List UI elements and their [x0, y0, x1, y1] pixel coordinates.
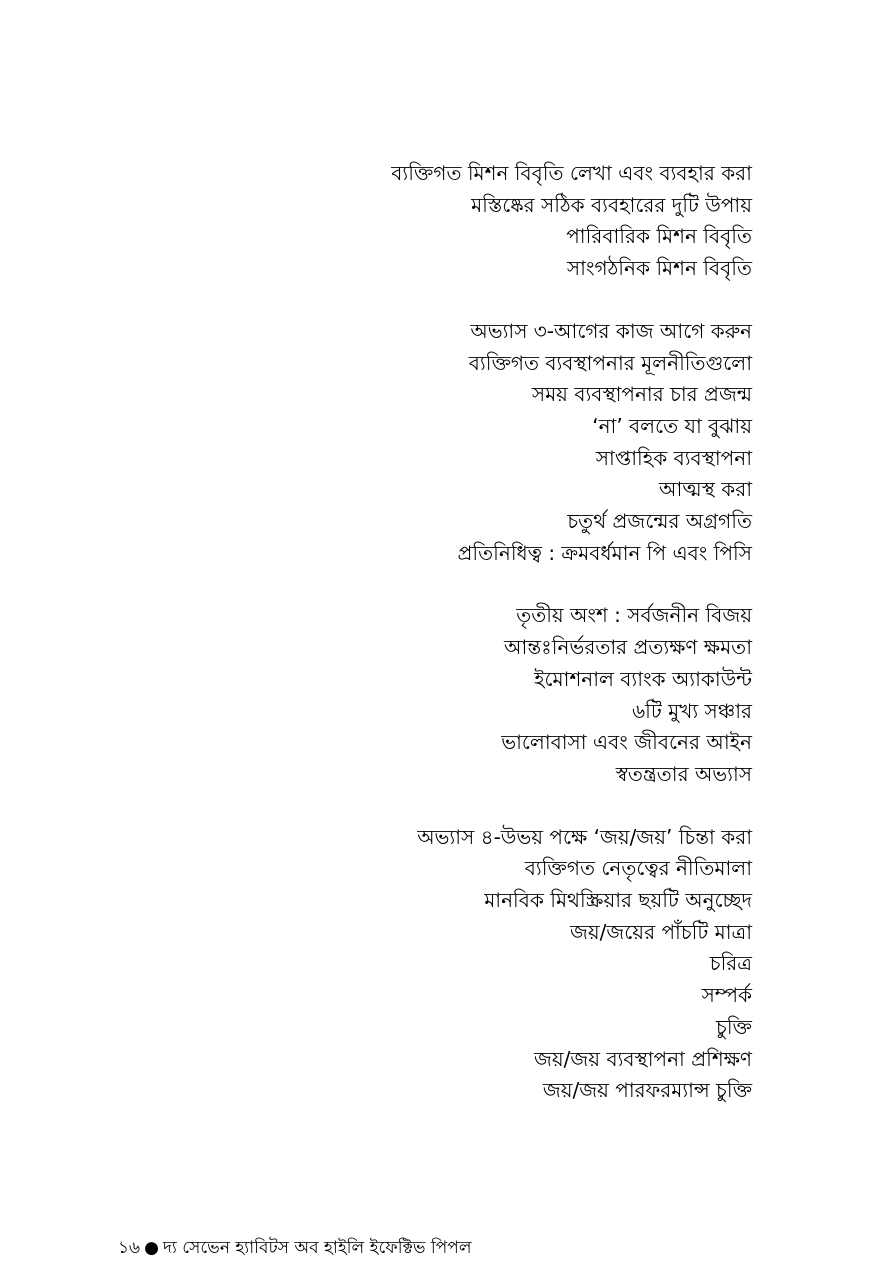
- page-number: ১৬: [118, 1238, 141, 1258]
- toc-line: সাংগঠনিক মিশন বিবৃতি: [566, 256, 752, 281]
- toc-line: ব্যক্তিগত নেতৃত্বের নীতিমালা: [524, 856, 752, 881]
- toc-group-part-3: [391, 600, 752, 790]
- toc-line: মানবিক মিথস্ক্রিয়ার ছয়টি অনুচ্ছেদ: [484, 888, 752, 913]
- toc-line: আত্মস্থ করা: [659, 477, 752, 502]
- toc-line: স্বতন্ত্রতার অভ্যাস: [615, 761, 752, 786]
- toc-line: ভালোবাসা এবং জীবনের আইন: [501, 730, 752, 755]
- toc-line: অভ্যাস ৩-আগের কাজ আগে করুন: [470, 318, 752, 343]
- toc-line: সম্পর্ক: [701, 983, 752, 1008]
- toc-line: ‘না’ বলতে যা বুঝায়: [592, 413, 752, 438]
- toc-group-mission-statements: [391, 158, 752, 285]
- toc-line: আন্তঃনির্ভরতার প্রত্যক্ষণ ক্ষমতা: [503, 635, 752, 660]
- toc-line: জয়/জয়ের পাঁচটি মাত্রা: [569, 919, 752, 944]
- toc-group-habit-4: [391, 822, 752, 1107]
- toc-line: সময় ব্যবস্থাপনার চার প্রজন্ম: [531, 382, 752, 407]
- bullet-icon: ●: [144, 1238, 159, 1258]
- toc-line: ৬টি মুখ্য সঞ্চার: [632, 698, 752, 723]
- toc-line: অভ্যাস ৪-উভয় পক্ষে ‘জয়/জয়’ চিন্তা করা: [417, 824, 752, 849]
- page-footer: [118, 1236, 472, 1260]
- toc-line: তৃতীয় অংশ : সর্বজনীন বিজয়: [516, 603, 752, 628]
- toc-line: চরিত্র: [709, 951, 752, 976]
- toc-line: প্রতিনিধিত্ব : ক্রমবর্ধমান পি এবং পিসি: [457, 540, 752, 565]
- toc-line: চতুর্থ প্রজন্মের অগ্রগতি: [567, 509, 752, 534]
- toc-line: ব্যক্তিগত মিশন বিবৃতি লেখা এবং ব্যবহার করা: [391, 161, 752, 185]
- toc-line: ইমোশনাল ব্যাংক অ্যাকাউন্ট: [534, 666, 752, 691]
- toc-group-habit-3: [391, 316, 752, 570]
- book-title: দ্য সেভেন হ্যাবিটস অব হাইলি ইফেক্টিভ পিপল: [162, 1238, 472, 1258]
- table-of-contents: [391, 158, 752, 1138]
- toc-line: সাপ্তাহিক ব্যবস্থাপনা: [595, 445, 752, 470]
- toc-line: জয়/জয় ব্যবস্থাপনা প্রশিক্ষণ: [534, 1046, 752, 1071]
- toc-line: মস্তিষ্কের সঠিক ব্যবহারের দুটি উপায়: [471, 192, 752, 217]
- toc-line: ব্যক্তিগত ব্যবস্থাপনার মূলনীতিগুলো: [468, 350, 752, 375]
- toc-line: পারিবারিক মিশন বিবৃতি: [566, 224, 752, 249]
- toc-line: চুক্তি: [716, 1014, 752, 1039]
- toc-line: জয়/জয় পারফরম্যান্স চুক্তি: [542, 1078, 752, 1103]
